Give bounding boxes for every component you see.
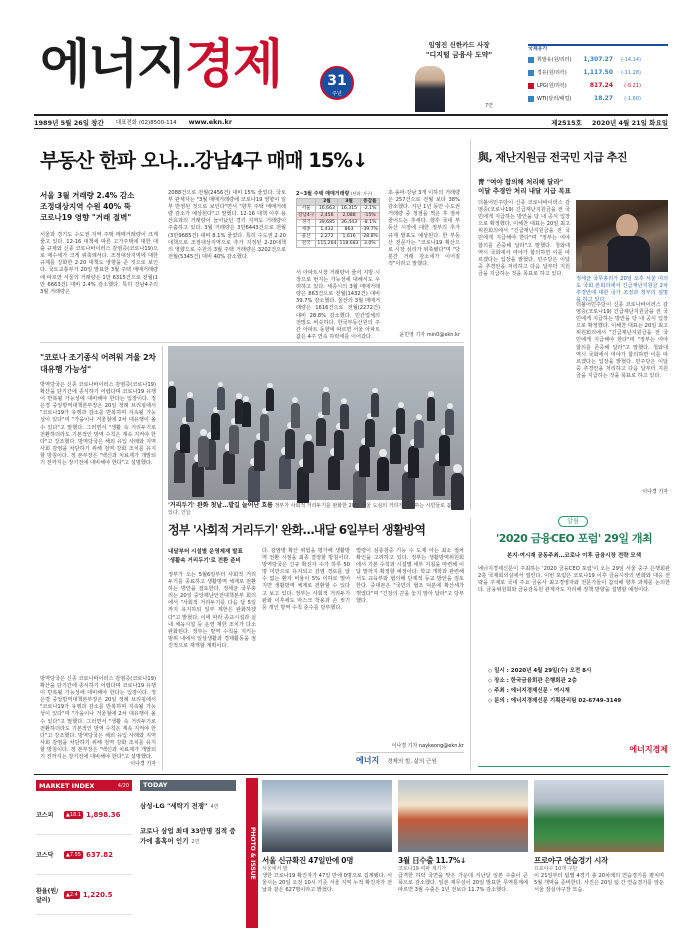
interview-quote: "디지털 금융사 도약" <box>425 51 493 59</box>
price-change: (-0.21) <box>624 82 641 89</box>
pedestrian-head <box>453 464 462 473</box>
pedestrian-head <box>292 397 298 403</box>
pedestrian-head <box>236 393 242 399</box>
trade-table-cell: 3.0% <box>360 241 379 248</box>
pedestrian-head <box>372 388 377 393</box>
price-row <box>528 53 668 66</box>
interview-page-ref: 7면 <box>485 103 494 109</box>
photo-issue-author: 코로나19 여파 계기가 <box>398 866 447 872</box>
price-row <box>528 92 668 105</box>
forum-detail-item: ◇ 문의 : 에너지경제신문 기획관리팀 02-6749-3149 <box>488 698 622 704</box>
trade-table-cell: 서울 <box>297 206 316 213</box>
price-value: 817.24 <box>589 82 613 89</box>
forum-detail-item: ◇ 주최 : 에너지경제신문 · 여시재 <box>488 688 570 694</box>
pedestrian-figure <box>445 409 454 435</box>
trade-table-row <box>297 241 380 248</box>
pedestrian-head <box>305 434 312 441</box>
trade-table-cell: -28.8% <box>361 234 378 239</box>
left-story-body-cont: 방역당국은 신종 코로나바이러스 감염증(코로나19) 확산을 단기간에 종식하기 어렵다며 코로나19 유행이 반복될 가능성에 대비해야 한다는 입장이다. 정은경 중앙방역대책본부장은 20일 정례 브리핑에서 "코로나19가 유행과 감소를 반복하며 지속될 가능성이 있다"며 "가을이나 겨울철에 2차 대유행이 올 수 있다"고 말했다. 그러면서 "생활 속 거리두기로 전환하더라도 기본적인 방역 수칙은 계속 지켜야 한다"고 강조했다. 방역당국은 해외 유입 사례와 지역사회 감염을 차단하기 위해 검역 강화 조치를 유지할 방침이다. 정 본부장은 "백신과 치료제가 개발되기 전까지는 장기전에 대비해야 한다"고 설명했다. <box>40 676 156 761</box>
lead-body-col2: 2088건으로 전월(2456건) 대비 15% 줄었다. 국토부 관계자는 "3월 매매거래량에 코로나19 영향이 일부 반영된 것으로 보인다"면서 "향후 주택 매매거래량 감소가 예상된다"고 말했다. 12·16 대책 이후 용산효과의 거래량이 늘어났던 경기 지역도 거래량이 주춤하고 있다. 3월 거래량은 3만6443건으로 전월(3만9685건) 대비 8.1% 줄었다. 특히 수도권 2·20 대책으로 조정대상지역으로 추가 지정된 2-20대책의 영향으로 수원의 3월 주택 거래량은 3202건으로 전월(5345건) 대비 40% 감소했다. <box>168 190 286 260</box>
photo-issue-label <box>246 778 258 928</box>
pedestrian-figure <box>414 420 424 448</box>
trade-table-cell: -8.1% <box>360 220 379 227</box>
trade-table-cell: 울산 <box>297 234 316 241</box>
pedestrian-figure <box>322 392 330 415</box>
trade-table-cell: 강남4구 <box>298 213 315 218</box>
photo-issue-title: 프로야구 연습경기 시작 <box>534 856 609 865</box>
slogan-ad-text: 경제의 힘, 삶의 근원 <box>387 758 437 765</box>
price-row <box>528 66 668 79</box>
market-change-pill <box>64 811 83 819</box>
trade-table-cell: 1,432 <box>316 227 338 234</box>
pedestrian-head <box>243 396 249 402</box>
pedestrian-head <box>398 402 404 408</box>
forum-logo: 에너지경제 <box>629 745 668 754</box>
distancing-kicker-2: '생활속 거리두기'로 전환 준비 <box>168 558 241 564</box>
pedestrian-figure <box>340 404 349 429</box>
trade-table-cell: 115,264 <box>317 241 337 246</box>
trade-table-header-cell <box>297 199 316 206</box>
lead-subhead-1: 서울 3월 거래량 2.4% 감소 <box>40 191 135 200</box>
lead-subhead-3: 코로나19 영향 "거래 절벽" <box>40 213 132 222</box>
pedestrian-figure <box>334 430 344 460</box>
pedestrian-figure <box>371 393 379 417</box>
trade-table-header-cell: 2월 <box>316 199 338 206</box>
side-body-col1: 더불어민주당이 신종 코로나바이러스 감염증(코로나19) 긴급재난지원금을 전 국민에게 지급하는 방안을 당 내 공식 입장으로 확정했다. 이해찬 대표는 20일 최고위원회의에서 "긴급재난지원금을 전 국민에게 지급해야 한다"며 "정부는 여야 합의를 존중해 달라"고 말했다. 청와대 역시 국회에서 여야가 합의하면 이를 따르겠다는 입장을 밝혔다. 민주당은 이달 중 추경안을 처리하고 다음 달부터 지원금을 지급하는 것을 목표로 하고 있다. <box>478 200 570 277</box>
trade-table-row <box>297 220 380 227</box>
price-box <box>528 44 668 114</box>
market-index-date: 4/20 <box>117 782 129 789</box>
side-photo-premier <box>576 200 668 272</box>
market-row <box>36 795 132 835</box>
website-link[interactable]: www.ekn.kr <box>188 118 233 126</box>
price-label: LPG(원/리터) <box>537 83 567 89</box>
pedestrian-figure <box>396 408 405 434</box>
trade-table <box>296 198 380 248</box>
interview-promo[interactable] <box>405 40 513 112</box>
pedestrian-head <box>323 387 328 392</box>
photo-issue-image <box>262 780 392 852</box>
trade-table-header <box>297 199 380 206</box>
pedestrian-head <box>416 414 422 420</box>
market-change-pill <box>64 891 80 899</box>
market-direction-icon: ▲ <box>66 811 70 818</box>
price-label: WTI(달러/배럴) <box>537 96 572 102</box>
pedestrian-figure <box>390 434 401 464</box>
masthead-title-part2: 경제 <box>184 35 282 95</box>
trade-table-row <box>297 213 380 220</box>
pedestrian-figure <box>242 402 251 427</box>
today-item-text: 삼성-LG "세탁기 전쟁" <box>140 802 208 810</box>
lead-headline[interactable]: 부동산 한파 오나…강남4구 매매 15%↓ <box>40 149 368 172</box>
distancing-body-col1: 정부가 오는 5월6일부터 사회적 거리두기를 종료하고 생활방역 체계로 전환하는 방안을 검토한다. 정세균 국무총리는 20일 중앙재난안전대책본부 회의에서 "사회적 거리두기를 다음 달 5일까지 유지하되 일부 제한은 완화하겠다"고 밝혔다. 이에 따라 종교시설과 실내 체육시설 등 운영 제한 조치가 다소 완화된다. 정부는 방역 수칙을 지키는 범위 내에서 일상생활과 경제활동을 점진적으로 재개할 계획이다. <box>168 572 256 649</box>
today-header <box>140 780 236 791</box>
left-story-body: 방역당국은 신종 코로나바이러스 감염증(코로나19) 확산을 단기간에 종식하기 어렵다며 코로나19 유행이 반복될 가능성에 대비해야 한다는 입장이다. 정은경 중앙방역대책본부장은 20일 정례 브리핑에서 "코로나19가 유행과 감소를 반복하며 지속될 가능성이 있다"며 "가을이나 겨울철에 2차 대유행이 올 수 있다"고 말했다. 그러면서 "생활 속 거리두기로 전환하더라도 기본적인 방역 수칙은 계속 지켜야 한다"고 강조했다. 방역당국은 해외 유입 사례와 지역사회 감염을 차단하기 위해 검역 강화 조치를 유지할 방침이다. 정 본부장은 "백신과 치료제가 개발되기 전까지는 장기전에 대비해야 한다"고 설명했다. <box>40 382 156 467</box>
distancing-kickers <box>168 548 256 566</box>
price-value: 1,117.50 <box>583 69 613 76</box>
price-change: (-1.60) <box>624 95 641 102</box>
pedestrian-head <box>447 403 453 409</box>
photo-issue-text: PHOTO & ISSUE <box>249 826 256 880</box>
lead-author: 윤민영 기자 min0@ekn.kr <box>399 332 460 338</box>
pedestrian-figure <box>248 466 260 502</box>
pedestrian-head <box>267 383 272 388</box>
trade-table-cell: 세종 <box>297 227 316 234</box>
side-kicker-2: 이달 추경안 처리 내달 지급 목표 <box>478 187 571 195</box>
masthead-title-part1: 에너지 <box>40 35 185 95</box>
anniversary-emblem <box>320 66 354 100</box>
forum-subhead: 본지·여시재 공동주최…코로나 이후 금융시장 전략 모색 <box>506 553 642 559</box>
trade-table-row <box>297 227 380 234</box>
price-row <box>528 79 668 92</box>
pedestrian-figure <box>433 461 445 496</box>
main-photo-crowd <box>168 346 464 500</box>
price-label: 휘발유(원/리터) <box>537 57 572 63</box>
interview-portrait <box>415 66 445 112</box>
issue-date: 2020년 4월 21일 화요일 <box>591 118 668 127</box>
notice-bubble-label: 알림 <box>567 518 579 525</box>
pedestrian-figure <box>211 413 220 440</box>
side-kickers <box>478 178 668 196</box>
distancing-body-col3: 법령이 심층검증 기능 수 도제 아는 최소 절차 확인을 고려하고 있다. 정부는 생활방역위원회에서 기본 수칙과 시설별 세부 지침을 마련해 이달 말까지 확정할 예정이다. 학교 개학과 관련해서도 교육부와 협의해 단계적 등교 방안을 검토한다. 중대본은 "국민의 협조 덕분에 확산세가 꺾였다"며 "긴장의 끈을 놓지 말아 달라"고 당부했다. <box>356 548 464 604</box>
pedestrian-figure <box>235 399 243 424</box>
photo-issue-card[interactable] <box>398 780 528 926</box>
distancing-kicker-1: 내달부터 시설별 운영제재 발표 <box>168 549 243 555</box>
trade-table-header-cell: 증감률 <box>360 199 379 206</box>
pedestrian-head <box>200 429 207 436</box>
masthead-title <box>40 33 281 93</box>
main-photo-caption-bold: '거리두기' 완화 첫날…발길 늘어난 흐름 <box>168 502 273 509</box>
side-body-col2: 더불어민주당이 신종 코로나바이러스 감염증(코로나19) 긴급재난지원금을 전 국민에게 지급하는 방안을 당 내 공식 입장으로 확정했다. 이해찬 대표는 20일 최고위원회의에서 "긴급재난지원금을 전 국민에게 지급해야 한다"며 "정부는 여야 합의를 존중해 달라"고 말했다. 청와대 역시 국회에서 여야가 합의하면 이를 따르겠다는 입장을 밝혔다. 민주당은 이달 중 추경안을 처리하고 다음 달부터 지원금을 지급하는 것을 목표로 하고 있다. <box>576 302 668 379</box>
pedestrian-figure <box>439 435 450 466</box>
pedestrian-figure <box>328 456 340 490</box>
masthead <box>0 0 684 128</box>
distancing-headline[interactable]: 정부 '사회적 거리두기' 완화…내달 6일부터 생활방역 <box>168 523 426 537</box>
trade-table-cell: -15% <box>360 213 379 220</box>
today-item[interactable] <box>140 826 236 847</box>
photo-issue-body: 생한 코로나19 확진자가 47일 만에 0명으로 집계됐다. 서울시는 20일 오전 10시 기준 서울 지역 누적 확진자가 전날과 같은 627명이라고 밝혔다. <box>262 873 392 894</box>
pedestrian-head <box>169 381 174 386</box>
market-change: 18.1 <box>69 811 81 818</box>
pedestrian-figure <box>303 441 314 473</box>
photo-issue-card[interactable] <box>262 780 392 926</box>
market-change-pill <box>64 851 83 859</box>
left-story-headline[interactable]: "코로나 조기종식 어려워 겨울 2차 대유행 가능성" <box>40 353 156 374</box>
price-marker <box>528 70 534 76</box>
market-direction-icon: ▲ <box>66 891 70 898</box>
today-item-page: 4면 <box>210 804 219 810</box>
side-author: 이나경 기자 <box>642 489 668 495</box>
price-value: 18.27 <box>594 95 613 102</box>
today-item-page: 2면 <box>191 839 200 845</box>
photo-issue-title: 서울 신규확진 47일만에 0명 <box>262 856 354 865</box>
pedestrian-figure <box>229 425 239 454</box>
trade-table-cell: 2,456 <box>316 213 338 220</box>
trade-table-cell: 2,088 <box>338 213 360 220</box>
pedestrian-figure <box>180 424 190 453</box>
trade-table-cell: 36,443 <box>338 220 360 227</box>
interview-name: 임영진 신한카드 사장 <box>428 41 490 49</box>
issue-number: 제2515호 <box>551 118 582 127</box>
price-box-title: 국제유가 <box>528 46 548 52</box>
price-change: (-14.14) <box>620 56 641 63</box>
trade-table-row <box>297 206 380 213</box>
pedestrian-head <box>428 391 434 397</box>
pedestrian-figure <box>285 429 295 459</box>
trade-table-box <box>296 190 380 262</box>
today-box <box>140 780 236 924</box>
pedestrian-figure <box>408 446 419 478</box>
market-list <box>36 795 132 915</box>
photo-issue-image <box>534 780 664 852</box>
trade-table-header-cell: 3월 <box>338 199 360 206</box>
photo-issue-body: 이 21일부터 팀별 4경기 총 20차례의 연습경기를 펼치며 5월 개막을 준비한다. 사진은 20일 팀 간 연습경기를 앞둔 서울 잠실야구장 모습. <box>534 873 664 894</box>
photo-issue-image <box>398 780 528 852</box>
pedestrian-figure <box>217 387 225 410</box>
trade-table-cell: 2,272 <box>316 234 338 241</box>
forum-detail-item: ◇ 장소 : 한국금융회관 은행회관 2층 <box>488 678 577 684</box>
photo-issue-title: 3월 日수출 11.7%↓ <box>398 856 467 865</box>
pedestrian-figure <box>316 418 326 446</box>
market-row <box>36 835 132 875</box>
trade-table-title <box>296 190 380 198</box>
market-value: 1,220.5 <box>82 890 113 899</box>
price-marker <box>528 83 534 89</box>
photo-issue-card[interactable] <box>534 780 664 926</box>
trade-table-title-text: 2~3월 주택 매매거래량 <box>296 191 350 197</box>
trade-table-cell: -39.7% <box>361 227 378 232</box>
side-headline[interactable]: 與, 재난지원금 전국민 지급 추진 <box>478 151 628 164</box>
side-photo-caption: 정세균 국무총리가 20일 오후 서울 여의도 국회 본회의에서 긴급재난지원금 2차 추경안에 대한 국가 조정과 정부의 설명을 하고 있다. <box>576 276 668 304</box>
trade-table-unit: (단위: 가구) <box>351 191 373 196</box>
left-story-author: 이나경 기자 <box>130 761 156 767</box>
forum-notice[interactable] <box>478 516 670 770</box>
main-photo-credit: 연합 <box>180 510 191 516</box>
trade-table-cell: 16,315 <box>338 206 360 213</box>
market-value: 1,898.36 <box>86 810 121 819</box>
phone-number: 대표전화 (02)8500-114 <box>115 120 177 126</box>
pedestrian-head <box>379 449 387 457</box>
pedestrian-figure <box>254 440 265 471</box>
pedestrian-figure <box>279 455 291 489</box>
market-change: 7.55 <box>69 851 81 858</box>
trade-table-row <box>297 234 380 241</box>
photo-issue-author: 서울에서 발 <box>262 866 288 872</box>
pedestrian-figure <box>186 398 194 422</box>
today-title: TODAY <box>143 781 168 789</box>
trade-table-cell: 118,683 <box>339 241 359 246</box>
price-list <box>528 53 668 105</box>
market-value: 637.82 <box>86 850 114 859</box>
photo-issue-body: 급격한 하락 국면을 맞은 가운데 지난달 일본 수출이 큰 폭으로 감소했다. 일본 재무성이 20일 발표한 무역통계에 따르면 3월 수출은 1년 전보다 11.7% 감소했다. <box>398 873 528 894</box>
masthead-info-bar <box>34 117 668 127</box>
main-photo-caption-text: 정부가 사회적 거리두기를 완화한 20일 서울 도심의 거리가 출근하는 시민들로 붐비고 있다. <box>168 503 462 516</box>
trade-table-cell: 863 <box>338 227 360 234</box>
pedestrian-figure <box>192 462 204 497</box>
today-item[interactable] <box>140 801 236 812</box>
forum-detail-item: ◇ 일시 : 2020년 4월 29일(수) 오전 8시 <box>488 668 592 674</box>
today-list <box>140 801 236 847</box>
price-value: 1,307.27 <box>583 56 613 63</box>
market-direction-icon: ▲ <box>66 851 70 858</box>
market-index-title: MARKET INDEX <box>39 781 95 790</box>
pedestrian-figure <box>168 386 176 408</box>
pedestrian-figure <box>427 397 435 421</box>
price-marker <box>528 96 534 102</box>
trade-table-cell: 경기 <box>297 220 316 227</box>
anniversary-suffix: 주년 <box>332 91 342 97</box>
pedestrian-head <box>187 392 193 398</box>
trade-table-cell: 16,663 <box>316 206 338 213</box>
market-name: 코스피 <box>36 812 54 819</box>
pedestrian-figure <box>365 419 375 447</box>
photo-issue-author: 프로야구 10개 구단 <box>534 866 578 872</box>
pedestrian-figure <box>266 388 274 411</box>
pedestrian-figure <box>223 451 235 484</box>
main-photo-caption <box>168 502 464 517</box>
trade-table-cell: -2.1% <box>360 206 379 213</box>
price-change: (-11.28) <box>620 69 641 76</box>
trade-table-cell: 전국 <box>297 241 316 248</box>
pedestrian-figure <box>198 436 209 467</box>
pedestrian-head <box>341 398 347 404</box>
notice-bubble <box>558 516 588 527</box>
distancing-author: 이나경 기자 naykeong@ekn.kr <box>391 743 464 749</box>
market-name: 코스닥 <box>36 852 54 859</box>
market-name: 환율(원/달러) <box>36 887 59 904</box>
lead-body-col1: 서울과 경기도 수도권 지역 주택 매매거래량이 크게 줄고 있다. 12-16 대책에 따른 고가주택에 대한 대출 규제와 신종 코로나바이러스 감염증(코로나19)으로 매수세가 크게 위축돼서다. 조정대상지역에 대한 규제를 강화한 2·20 대책도 영향을 준 것으로 보인다. 국토교통부가 20일 발표한 3월 주택 매매거래량에 따르면 서울의 거래량은 1만 6315건으로 전월(1만 6663건) 대비 2.4% 감소했다. 특히 강남4구의 3월 거래량은 <box>40 232 158 295</box>
pedestrian-figure <box>291 403 300 428</box>
lead-body-col4: 초·송파·강남 3개 이하의 거래량은 257건으로 전월 보다 38% 감소했다. 지난 1년 동안 수도권 거래량 중 정점을 찍은 후 점차 줄어드는 추세다. 향후 국내 부동산 시장에 대한 정부의 추가 규제 발표도 예상된다. 한 부동산 전문가는 "코로나19 확산으로 시장 심리가 위축됐다"며 "당분간 거래 감소세가 이어질 것"이라고 말했다. <box>388 190 460 267</box>
forum-body: 에너지경제신문이 주최하는 '2020 금융CEO 포럼'이 오는 29일 서울 중구 은행회관 2층 국제회의실에서 열린다. 이번 포럼은 코로나19 이후 금융시장의 변화와 대응 전략을 주제로 국내 주요 금융사 최고경영자와 전문가들이 참석해 향후 과제를 논의한다. 금융위원회와 금융감독원 관계자도 자리해 정책 방향을 설명할 예정이다. <box>478 566 670 594</box>
side-kicker-1: 靑 "여야 합의해 처리해 달라" <box>478 178 564 186</box>
forum-headline: '2020 금융CEO 포럼' 29일 개최 <box>495 532 653 545</box>
market-row <box>36 875 132 915</box>
pedestrian-figure <box>359 445 370 477</box>
market-index-box <box>36 780 132 924</box>
today-item-text: 코로나 삼업 최대 33만명 집적 증가에 흡혹어 인기 <box>140 827 236 845</box>
lead-body-col3: 서 아파트시장 거래량이 줄어 지방 시장으로 번지는 가능성에 대해서도 우려하고 있다. 세종시의 3월 매매거래량은 863건으로 전월(1432건) 대비 39.7% 감소했다. 울산의 3월 매매거래량은 1616건으로 전월(2272건) 대비 28.8% 감소했다. 민간업체의 전망도 비슷하다. 한국부동산원의 주간 아파트 동향에 따르면 서울 아파트값은 4주 연속 하락세를 이어갔다. <box>296 270 380 340</box>
anniversary-number: 31 <box>327 73 347 89</box>
founded-date: 1989년 5월 26일 창간 <box>34 118 104 127</box>
trade-table-cell: 1,616 <box>338 234 360 241</box>
distancing-body-col2: 다. 감염병 확산 위험을 평가해 생활방역 전환 시점을 최종 결정할 방침이다. 방역당국은 신규 확진자 수가 하루 50명 미만으로 유지되고 감염 경로를 알 수 없는 환자 비율이 5% 이하로 떨어지면 생활방역 체계로 전환할 수 있다고 보고 있다. 정부는 사회적 거리두기 완화 이후에도 마스크 착용과 손 씻기 등 개인 방역 수칙 준수를 당부했다. <box>262 548 350 611</box>
pedestrian-figure <box>174 450 185 483</box>
pedestrian-head <box>218 382 223 387</box>
market-change: 2.4 <box>69 891 78 898</box>
market-index-header <box>36 780 132 791</box>
slogan-ad-logo: 에너지 <box>356 756 380 765</box>
slogan-ad <box>356 752 464 768</box>
forum-details <box>488 666 668 706</box>
price-marker <box>528 57 534 63</box>
pedestrian-figure <box>377 457 389 491</box>
lead-subheads <box>40 190 160 223</box>
pedestrian-figure <box>260 414 269 441</box>
lead-subhead-2: 조정대상지역 수원 40% 뚝 <box>40 202 131 211</box>
price-label: 경유(원/리터) <box>537 70 567 76</box>
trade-table-cell: 39,685 <box>316 220 338 227</box>
